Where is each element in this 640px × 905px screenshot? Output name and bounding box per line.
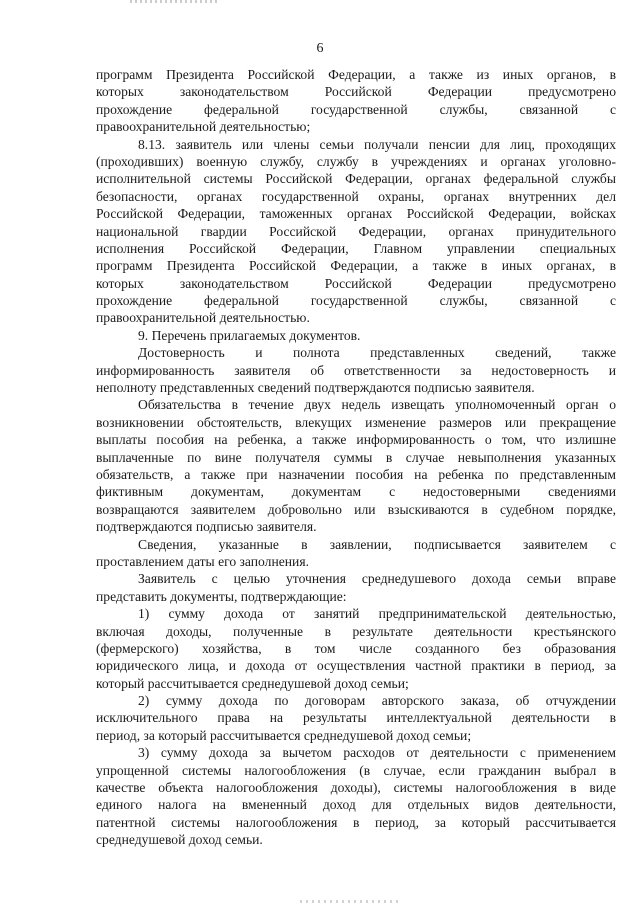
text-line: правоохранительной деятельностью;	[96, 119, 311, 135]
text-line: проставлением даты его заполнения.	[96, 553, 309, 569]
text-line: фиктивным документам, документам с недостоверными сведениями	[96, 484, 616, 500]
text-line: выплаченные по вине получателя суммы в случае невыполнения указанных	[96, 449, 616, 465]
list-item-1	[96, 605, 616, 692]
text-line: исполнения Российской Федерации, Главном управлении специальных	[96, 240, 616, 256]
paragraph-income-documents-intro	[96, 570, 616, 605]
text-line: Сведения, указанные в заявлении, подписывается заявителем с	[138, 536, 616, 552]
text-line: юридического лица, и дохода от осуществления частной практики в период, за	[96, 658, 616, 674]
list-item-2	[96, 692, 616, 744]
text-line: (проходивших) военную службу, службу в учреждениях и органах уголовно-	[96, 153, 616, 169]
text-line: среднедушевой доход семьи.	[96, 832, 263, 848]
text-line: (фермерского) хозяйства, в том числе созданного без образования	[96, 640, 616, 656]
text-line: Российской Федерации, таможенных органах Российской Федерации, войсках	[96, 206, 616, 222]
text-line: выплаты пособия на ребенка, а также информированность о том, что излишне	[96, 432, 616, 448]
text-line: упрощенной системы налогообложения (в случае, если гражданин выбрал в	[96, 762, 616, 778]
text-line: 1) сумму дохода от занятий предпринимательской деятельностью,	[138, 606, 616, 622]
text-line: 8.13. заявитель или члены семьи получали пенсии для лиц, проходящих	[138, 136, 616, 152]
document-body	[96, 66, 616, 849]
text-line: программ Президента Российской Федерации, а также в иных органах, в	[96, 258, 616, 274]
text-line: которых законодательством Российской Федерации предусмотрено	[96, 84, 616, 100]
text-line: обязательств, а также при назначении пособия на ребенка по представленным	[96, 466, 616, 482]
text-line: подтверждаются подписью заявителя.	[96, 519, 317, 535]
text-line: исключительного права на результаты интеллектуальной деятельности в	[96, 710, 616, 726]
text-line: 2) сумму дохода по договорам авторского заказа, об отчуждении	[138, 693, 616, 709]
paragraph-reliability	[96, 344, 616, 396]
paragraph-continuation	[96, 66, 616, 136]
text-line: которых законодательством Российской Федерации предусмотрено	[96, 275, 616, 291]
text-line: представить документы, подтверждающие:	[96, 588, 347, 604]
text-line: правоохранительной деятельностью.	[96, 310, 310, 326]
text-line: Заявитель с целью уточнения среднедушевого дохода семьи вправе	[138, 571, 616, 587]
text-line: Достоверность и полнота представленных сведений, также	[138, 345, 616, 361]
text-line: единого налога на вмененный доход для отдельных видов деятельности,	[96, 797, 616, 813]
text-line: Обязательства в течение двух недель извещать уполномоченный орган о	[138, 397, 616, 413]
section-9-heading	[96, 327, 616, 344]
text-line: национальной гвардии Российской Федерации, органах принудительного	[96, 223, 616, 239]
scan-artifact-top	[130, 0, 220, 3]
text-line: 3) сумму дохода за вычетом расходов от деятельности с применением	[138, 745, 616, 761]
text-line: включая доходы, полученные в результате деятельности крестьянского	[96, 623, 616, 639]
text-line: неполноту представленных сведений подтверждаются подписью заявителя.	[96, 380, 535, 396]
text-line: патентной системы налогообложения в период, за который рассчитывается	[96, 814, 616, 830]
text-line: который рассчитывается среднедушевой доход семьи;	[96, 675, 409, 691]
text-line: возникновении обстоятельств, влекущих изменение размеров или прекращение	[96, 414, 616, 430]
text-line: период, за который рассчитывается среднедушевой доход семьи;	[96, 727, 472, 743]
paragraph-obligations	[96, 396, 616, 535]
text-line: качестве объекта налогообложения доходы), системы налогообложения в виде	[96, 780, 616, 796]
text-line: возвращаются заявителем добровольно или взыскиваются в судебном порядке,	[96, 501, 616, 517]
text-line: информированность заявителя об ответственности за недостоверность и	[96, 362, 616, 378]
scan-artifact-bottom	[300, 900, 400, 903]
text-line: прохождение федеральной государственной службы, связанной с	[96, 101, 616, 117]
text-line: исполнительной системы Российской Федерации, органах федеральной службы	[96, 171, 616, 187]
paragraph-statement-signature	[96, 536, 616, 571]
text-line: безопасности, органах государственной охраны, органах внутренних дел	[96, 188, 616, 204]
page-number: 6	[316, 41, 324, 56]
paragraph-8-13	[96, 136, 616, 327]
text-line: программ Президента Российской Федерации, а также из иных органов, в	[96, 67, 616, 82]
text-line: прохождение федеральной государственной службы, связанной с	[96, 293, 616, 309]
list-item-3	[96, 744, 616, 848]
text-line: 9. Перечень прилагаемых документов.	[138, 327, 361, 343]
